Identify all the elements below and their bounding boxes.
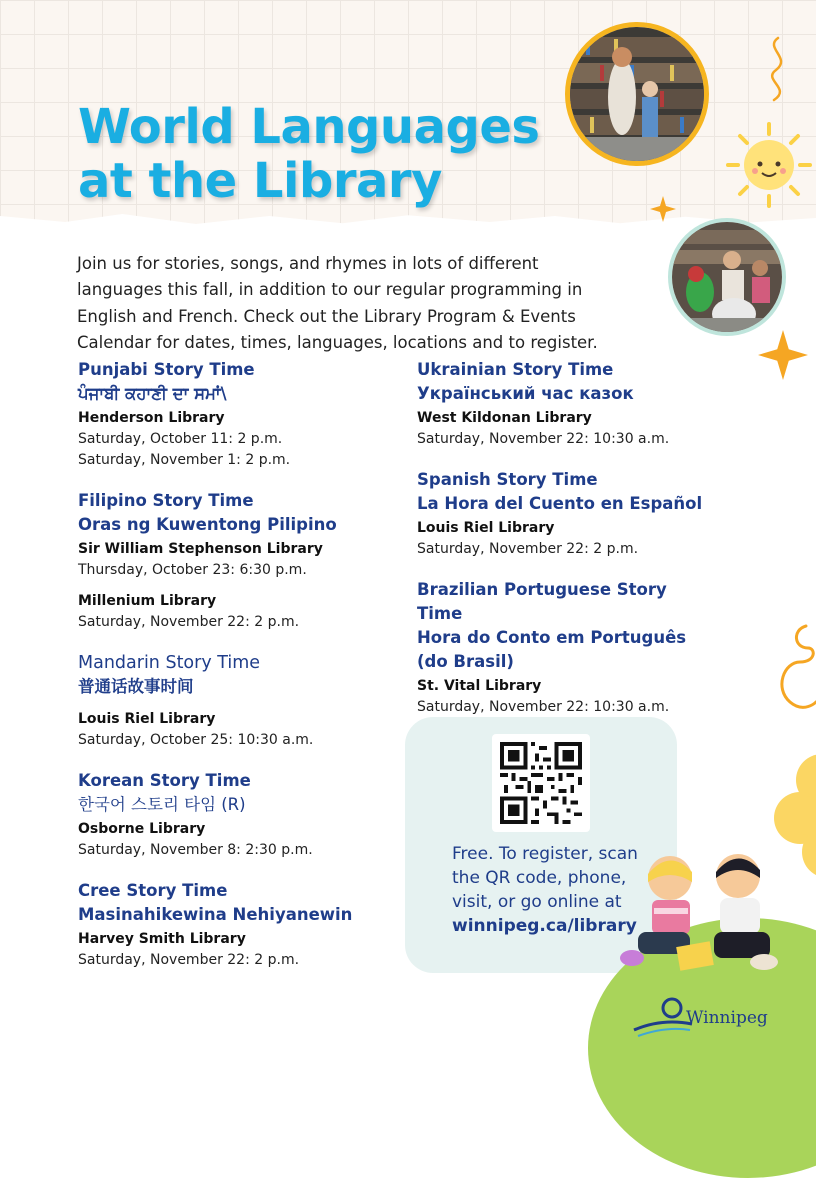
event-location: Sir William Stephenson Library (78, 541, 323, 557)
event-ukrainian (417, 358, 717, 450)
event-title: Spanish Story Time (417, 470, 598, 489)
event-subtitle: 普通话故事时间 (78, 677, 194, 696)
event-date: Saturday, November 22: 10:30 a.m. (417, 699, 670, 715)
event-filipino (78, 489, 398, 633)
event-date: Thursday, October 23: 6:30 p.m. (78, 562, 307, 578)
sparkle-icon (758, 330, 808, 380)
event-date: Saturday, November 22: 2 p.m. (417, 541, 639, 557)
event-location: Harvey Smith Library (78, 931, 246, 947)
children-reading-illustration (618, 848, 788, 980)
library-photo-children (668, 218, 786, 336)
qr-code[interactable] (492, 734, 590, 832)
event-title: Brazilian Portuguese Story Time (417, 580, 667, 623)
library-photo-bookshelves (565, 22, 709, 166)
squiggle-icon (770, 618, 816, 728)
winnipeg-logo-text: Winnipeg (686, 1008, 768, 1028)
title-line-2: at the Library (78, 153, 442, 209)
event-date: Saturday, November 1: 2 p.m. (78, 452, 291, 468)
event-subtitle: Masinahikewina Nehiyanewin (78, 905, 353, 924)
event-title: Filipino Story Time (78, 491, 254, 510)
event-location: Henderson Library (78, 410, 225, 426)
event-date: Saturday, November 8: 2:30 p.m. (78, 842, 313, 858)
event-location: Osborne Library (78, 821, 206, 837)
event-korean (78, 769, 398, 861)
event-location: Millenium Library (78, 593, 217, 609)
page-title (78, 100, 539, 208)
event-date: Saturday, October 11: 2 p.m. (78, 431, 283, 447)
sun-icon (724, 120, 814, 210)
event-title: Mandarin Story Time (78, 653, 261, 673)
event-portuguese (417, 578, 717, 718)
event-title: Cree Story Time (78, 881, 228, 900)
event-location: Louis Riel Library (78, 711, 216, 727)
event-date: Saturday, November 22: 2 p.m. (78, 614, 300, 630)
intro-paragraph: Join us for stories, songs, and rhymes in lots of different languages this fall, in addition to our regular programming in English and French. Check out the Library Program & Events Calendar for dates, times, languages, locations and to register. (77, 253, 598, 352)
event-subtitle: Hora do Conto em Português (do Brasil) (417, 628, 687, 671)
event-subtitle: Український час казок (417, 384, 634, 403)
events-left-column (78, 358, 398, 989)
event-subtitle: ਪੰਜਾਬੀ ਕਹਾਣੀ ਦਾ ਸਮਾਂ\ (78, 384, 227, 403)
event-location: West Kildonan Library (417, 410, 592, 426)
event-title: Punjabi Story Time (78, 360, 255, 379)
events-right-column (417, 358, 717, 736)
event-punjabi (78, 358, 398, 471)
event-title: Ukrainian Story Time (417, 360, 614, 379)
event-subtitle: La Hora del Cuento en Español (417, 494, 703, 513)
event-subtitle: Oras ng Kuwentong Pilipino (78, 515, 337, 534)
event-location: St. Vital Library (417, 678, 542, 694)
sparkle-icon (650, 196, 676, 222)
squiggle-icon (758, 34, 798, 114)
event-mandarin (78, 651, 398, 751)
event-subtitle: 한국어 스토리 타임 (R) (78, 795, 246, 814)
registration-instructions: Free. To register, scan the QR code, phone, visit, or go online at (452, 844, 638, 912)
event-date: Saturday, October 25: 10:30 a.m. (78, 732, 314, 748)
event-date: Saturday, November 22: 2 p.m. (78, 952, 300, 968)
event-location: Louis Riel Library (417, 520, 555, 536)
event-cree (78, 879, 398, 971)
title-line-1: World Languages (78, 99, 540, 155)
library-url-link[interactable]: winnipeg.ca/library (452, 916, 637, 936)
event-date: Saturday, November 22: 10:30 a.m. (417, 431, 670, 447)
event-spanish (417, 468, 717, 560)
event-title: Korean Story Time (78, 771, 251, 790)
